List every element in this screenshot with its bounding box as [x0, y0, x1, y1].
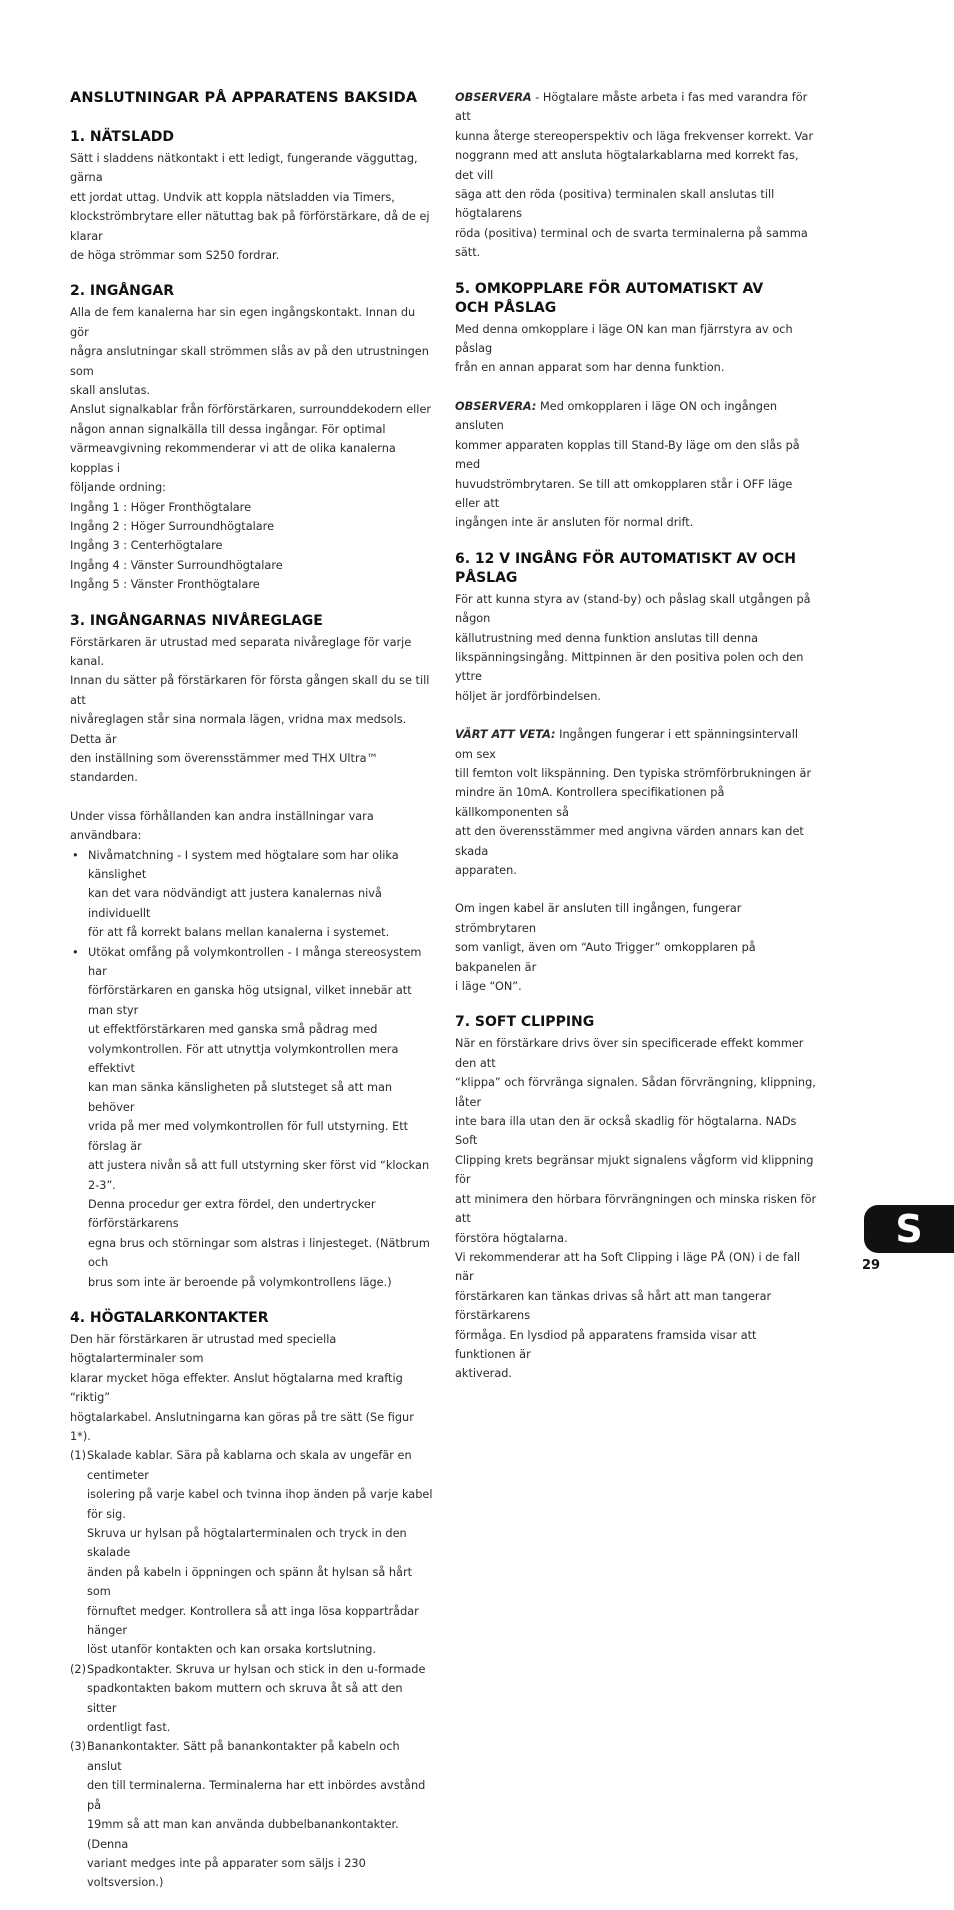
list-item: • Nivåmatchning - I system med högtalare som har olika känslighet kan det vara nödvändigt att justera kanalernas nivå individuellt för att få korrekt balans mellan kanalerna i systemet. [70, 846, 434, 943]
numbered-list [70, 1446, 434, 1892]
section-nivareglage [70, 612, 434, 1292]
observera-note [455, 88, 817, 263]
section-omkopplare [455, 280, 817, 533]
paragraph: OBSERVERA: Med omkopplaren i läge ON och ingången ansluten kommer apparaten kopplas till Stand-By läge om den slås på med huvudströmbrytaren. Se till att omkopplaren står i OFF läge eller att ingången inte är ansluten för normal drift. [455, 399, 800, 530]
section-12v-ingang [455, 550, 817, 997]
paragraph: När en förstärkare drivs över sin specificerade effekt kommer den att “klippa” och förvränga signalen. Sådan förvrängning, klippning, låter inte bara illa utan den är också skadlig för högtalarna. NADs Soft Clipping krets begränsar mjukt signalens vågform vid klippning för att minimera den hörbara förvrängningen och minska risken för att förstöra högtalarna. Vi rekommenderar att ha Soft Clipping i läge PÅ (ON) i de fall när förstärkaren kan tänkas drivas så hårt att man tangerar förstärkarens förmåga. En lysdiod på apparatens framsida visar att funktionen är aktiverad. [455, 1037, 817, 1381]
section-heading: 1. NÄTSLADD [70, 129, 175, 145]
paragraph: Den här förstärkaren är utrustad med speciella högtalarterminaler som klarar mycket höga effekter. Anslut högtalarna med kraftig “riktig” högtalarkabel. Anslutningarna kan göras på tre sätt (Se figur 1*). [70, 1332, 414, 1443]
section-heading: 6. 12 V INGÅNG FÖR AUTOMATISKT AV OCH PÅSLAG [455, 550, 796, 586]
bullet-list [70, 846, 434, 1292]
paragraph: För att kunna styra av (stand-by) och påslag skall utgången på någon källutrustning med denna funktion anslutas till denna likspänningsingång. Mittpinnen är den positiva polen och den yttre höljet är jordförbindelsen. [455, 592, 811, 703]
paragraph: Förstärkaren är utrustad med separata nivåreglage för varje kanal. Innan du sätter på förstärkaren för första gången skall du se till att nivåreglagen står sina normala lägen, vridna max medsols. Detta är den inställning som överensstämmer med THX Ultra™ standarden. [70, 635, 430, 785]
paragraph: Alla de fem kanalerna har sin egen ingångskontakt. Innan du gör några anslutningar skall strömmen slås av på den utrustningen som skall anslutas. Anslut signalkablar från förförstärkaren, surrounddekodern eller någon annan signalkälla till dessa ingångar. För optimal värmeavgivning rekommenderar vi att de olika kanalerna kopplas i följande ordning: Ingång 1 : Höger Fronthögtalare Ingång 2 : Höger Surroundhögtalare Ingång 3 : Centerhögtalare Ingång 4 : Vänster Surroundhögtalare Ingång 5 : Vänster Fronthögtalare [70, 306, 432, 592]
list-item: (3) Banankontakter. Sätt på banankontakter på kabeln och anslut den till terminalerna. Terminalerna har ett inbördes avstånd på 19mm så att man kan använda dubbelbanankontakter. (Denna variant medges inte på apparater som säljs i 230 voltsversion.) [70, 1740, 426, 1890]
paragraph: Under vissa förhållanden kan andra inställningar vara användbara: [70, 809, 374, 843]
section-soft-clipping [455, 1013, 817, 1383]
section-heading: 4. HÖGTALARKONTAKTER [70, 1309, 269, 1326]
paragraph: VÄRT ATT VETA: Ingången fungerar i ett spänningsintervall om sex till femton volt likspänning. Den typiska strömförbrukningen är mindre än 10mA. Kontrollera specifikationen på källkomponenten så att den överensstämmer med angivna värden annars kan det skada apparaten. [455, 728, 812, 877]
section-heading: 5. OMKOPPLARE FÖR AUTOMATISKT AV OCH PÅSLAG [455, 280, 764, 316]
paragraph: Om ingen kabel är ansluten till ingången, fungerar strömbrytaren som vanligt, även om “Auto Trigger” omkopplaren på bakpanelen är i läge “ON”. [455, 902, 756, 994]
section-heading: 3. INGÅNGARNAS NIVÅREGLAGE [70, 612, 323, 629]
right-column [455, 88, 817, 1401]
section-hogtalarkontakter [70, 1309, 434, 1893]
list-item: (1) Skalade kablar. Sära på kablarna och skala av ungefär en centimeter isolering på varje kabel och tvinna ihop änden på varje kabel för sig. Skruva ur hylsan på högtalarterminalen och tryck in den skalade änden på kabeln i öppningen och spänn åt hylsan så hårt som förnuftet medger. Kontrollera så att inga lösa koppartrådar hänger löst utanför kontakten och kan orsaka kortslutning. [70, 1449, 433, 1657]
language-tab: S [864, 1205, 954, 1253]
paragraph: Sätt i sladdens nätkontakt i ett ledigt, fungerande vägguttag, gärna ett jordat uttag. Undvik att koppla nätsladden via Timers, klockströmbrytare eller nätuttag bak på förförstärkare, då de ej klarar de höga strömmar som S250 fordrar. [70, 152, 430, 263]
page-number: 29 [862, 1258, 881, 1273]
paragraph: OBSERVERA - Högtalare måste arbeta i fas med varandra för att kunna återge stereoperspektiv och läga frekvenser korrekt. Var noggrann med att ansluta högtalarkablarna med korrekt fas, det vill säga att den röda (positiva) terminalen skall anslutas till högtalarens röda (positiva) terminal och de svarta terminalerna på samma sätt. [455, 91, 814, 260]
list-item: • Utökat omfång på volymkontrollen - I många stereosystem har förförstärkaren en ganska hög utsignal, vilket innebär att man styr ut effektförstärkaren med ganska små pådrag med volymkontrollen. För att utnyttja volymkontrollen mera effektivt kan man sänka känsligheten på slutsteget så att man behöver vrida på mer med volymkontrollen för full utstyrning. Ett förslag är att justera nivån så att full utstyrning sker först vid “klockan 2-3”. Denna procedur ger extra fördel, den undertrycker förförstärkarens egna brus och störningar som alstras i linjesteget. (Nätbrum och brus som inte är beroende på volymkontrollens läge.) [70, 943, 434, 1292]
section-natsladd [70, 128, 434, 265]
section-heading: 2. INGÅNGAR [70, 283, 175, 300]
page-title: ANSLUTNINGAR PÅ APPARATENS BAKSIDA [70, 90, 418, 106]
section-heading: 7. SOFT CLIPPING [455, 1014, 595, 1031]
paragraph: Med denna omkopplare i läge ON kan man fjärrstyra av och påslag från en annan apparat som har denna funktion. [455, 322, 793, 375]
section-ingangar [70, 282, 434, 594]
list-item: (2) Spadkontakter. Skruva ur hylsan och stick in den u-formade spadkontakten bakom muttern och skruva åt så att den sitter ordentligt fast. [70, 1662, 426, 1735]
left-column [70, 88, 434, 1910]
